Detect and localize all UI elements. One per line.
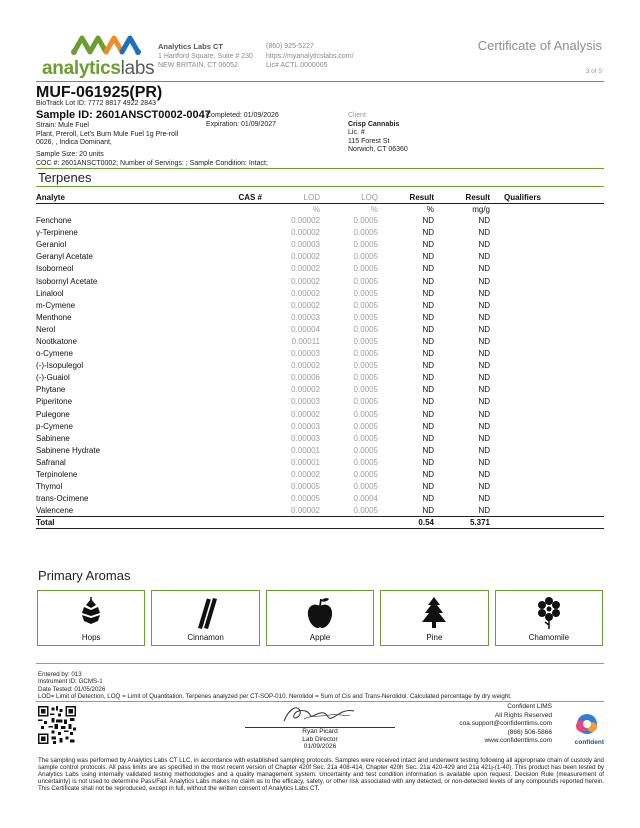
loq-cell: 0.0005 <box>353 385 378 395</box>
analyte-cell: (-)-Guaiol <box>36 373 70 383</box>
col-result-mg: Result <box>465 193 490 202</box>
result-mg-cell: ND <box>478 300 490 310</box>
result-mg-cell: ND <box>478 324 490 334</box>
result-pct-cell: ND <box>422 482 434 492</box>
table-row <box>36 251 604 263</box>
sample-size: Sample Size: 20 units <box>36 151 104 158</box>
expiration-date: Expiration: 01/09/2027 <box>206 120 277 128</box>
result-pct-cell: ND <box>422 349 434 359</box>
client-label: Client <box>348 112 366 119</box>
lod-cell: 0.00004 <box>291 324 320 334</box>
analyte-cell: Terpinolene <box>36 470 78 480</box>
lod-cell: 0.00003 <box>291 312 320 322</box>
cas-cell <box>186 251 262 263</box>
lod-cell: 0.00005 <box>291 482 320 492</box>
qualifier-cell <box>490 360 604 372</box>
lod-cell: 0.00003 <box>291 349 320 359</box>
table-row <box>36 215 604 227</box>
table-row <box>36 348 604 360</box>
analyte-cell: Thymol <box>36 482 63 492</box>
biotrack-lot-id: BioTrack Lot ID: 7772 8817 4922 2843 <box>36 100 156 107</box>
chamomile-icon <box>534 596 564 630</box>
table-row <box>36 384 604 396</box>
loq-cell: 0.0005 <box>353 397 378 407</box>
lod-cell: 0.00002 <box>291 276 320 286</box>
col-lod: LOD <box>303 193 320 202</box>
result-mg-cell: ND <box>478 240 490 250</box>
col-analyte: Analyte <box>36 193 65 202</box>
result-pct-cell: ND <box>422 385 434 395</box>
loq-cell: 0.0005 <box>353 470 378 480</box>
lod-cell: 0.00003 <box>291 240 320 250</box>
lod-cell: 0.00002 <box>291 288 320 298</box>
result-pct-cell: ND <box>422 276 434 286</box>
lims-email[interactable]: coa.support@confidentlims.com <box>459 720 552 728</box>
aroma-label: Cinnamon <box>187 633 224 642</box>
result-pct-cell: ND <box>422 421 434 431</box>
result-mg-cell: ND <box>478 312 490 322</box>
loq-cell: 0.0005 <box>353 300 378 310</box>
loq-cell: 0.0005 <box>353 252 378 262</box>
cas-cell <box>186 348 262 360</box>
hops-icon <box>76 596 106 628</box>
result-pct-cell: ND <box>422 240 434 250</box>
loq-cell: 0.0005 <box>353 216 378 226</box>
terpenes-divider <box>36 186 604 187</box>
loq-cell: 0.0005 <box>353 457 378 467</box>
signature-image <box>280 703 360 727</box>
loq-cell: 0.0005 <box>353 445 378 455</box>
result-mg-cell: ND <box>478 228 490 238</box>
lod-cell: 0.00002 <box>291 409 320 419</box>
lod-cell: 0.00005 <box>291 494 320 504</box>
qualifier-cell <box>490 335 604 347</box>
aromas-title: Primary Aromas <box>38 568 131 583</box>
result-mg-cell: ND <box>478 264 490 274</box>
cas-cell <box>186 215 262 227</box>
table-row <box>36 227 604 239</box>
table-row <box>36 396 604 408</box>
cas-cell <box>186 505 262 517</box>
lims-info <box>459 703 552 746</box>
aroma-cinnamon <box>151 590 259 646</box>
analyte-cell: Nerol <box>36 324 56 334</box>
lod-cell: 0.00002 <box>291 252 320 262</box>
analyte-cell: Sabinene Hydrate <box>36 445 101 455</box>
result-mg-cell: ND <box>478 494 490 504</box>
qualifier-cell <box>490 468 604 480</box>
lod-cell: 0.00006 <box>291 373 320 383</box>
table-row <box>36 372 604 384</box>
cas-cell <box>186 468 262 480</box>
lod-cell: 0.00002 <box>291 361 320 371</box>
result-pct-cell: ND <box>422 445 434 455</box>
table-row <box>36 420 604 432</box>
result-mg-cell: ND <box>478 361 490 371</box>
cinnamon-icon <box>191 596 221 630</box>
client-address1: 115 Forest St <box>348 137 390 145</box>
table-row <box>36 275 604 287</box>
sample-name: MUF-061925(PR) <box>36 84 163 101</box>
notes-divider <box>36 701 604 702</box>
sample-size-info <box>36 151 268 168</box>
lab-address-line2: NEW BRITAIN, CT 06052 <box>158 62 238 69</box>
terpenes-title: Terpenes <box>38 170 92 185</box>
loq-cell: 0.0004 <box>353 494 378 504</box>
col-qualifiers: Qualifiers <box>504 193 541 202</box>
result-pct-cell: ND <box>422 457 434 467</box>
signer-name: Ryan Picard <box>302 728 338 735</box>
analyte-cell: Geraniol <box>36 240 67 250</box>
lab-address-line1: 1 Hartford Square, Suite # 230 <box>158 52 253 60</box>
result-mg-cell: ND <box>478 433 490 443</box>
qualifier-cell <box>490 384 604 396</box>
result-pct-cell: ND <box>422 494 434 504</box>
lod-cell: 0.00002 <box>291 506 320 516</box>
lod-cell: 0.00003 <box>291 421 320 431</box>
cas-cell <box>186 456 262 468</box>
units-row: % % % mg/g <box>312 204 490 214</box>
client-license: Lic. # <box>348 129 365 136</box>
result-mg-cell: ND <box>478 349 490 359</box>
analyte-cell: Valencene <box>36 506 74 516</box>
cas-cell <box>186 275 262 287</box>
analyte-cell: Pulegone <box>36 409 70 419</box>
result-pct-cell: ND <box>422 252 434 262</box>
analyte-cell: Fenchone <box>36 216 72 226</box>
cas-cell <box>186 384 262 396</box>
result-pct-cell: ND <box>422 336 434 346</box>
analyte-cell: Isoborneol <box>36 264 74 274</box>
analyte-cell: γ-Terpinene <box>36 228 78 238</box>
lod-cell: 0.00001 <box>291 445 320 455</box>
cas-cell <box>186 396 262 408</box>
table-row <box>36 311 604 323</box>
lod-cell: 0.00002 <box>291 216 320 226</box>
lod-cell: 0.00002 <box>291 300 320 310</box>
aroma-label: Pine <box>426 633 443 642</box>
cas-cell <box>186 360 262 372</box>
table-row <box>36 432 604 444</box>
document-title: Certificate of Analysis <box>477 38 602 53</box>
analyte-cell: o-Cymene <box>36 349 73 359</box>
qualifier-cell <box>490 408 604 420</box>
result-pct-cell: ND <box>422 216 434 226</box>
loq-cell: 0.0005 <box>353 361 378 371</box>
qualifier-cell <box>490 396 604 408</box>
analyte-cell: (-)-Isopulegol <box>36 361 84 371</box>
table-row <box>36 299 604 311</box>
result-pct-cell: ND <box>422 312 434 322</box>
cas-cell <box>186 239 262 251</box>
aromas-list <box>37 590 603 646</box>
result-mg-cell: ND <box>478 288 490 298</box>
lab-info <box>158 42 253 71</box>
qualifier-cell <box>490 275 604 287</box>
aroma-label: Hops <box>81 633 101 642</box>
entered-by: Entered by: 013 <box>38 671 82 678</box>
analyte-cell: Isobornyl Acetate <box>36 276 98 286</box>
logo-wordmark: analyticslabs <box>42 58 155 79</box>
table-row <box>36 360 604 372</box>
total-row: Total 0.54 5.371 <box>36 517 604 529</box>
analyte-cell: Menthone <box>36 312 72 322</box>
footer-divider <box>36 663 604 664</box>
qualifier-cell <box>490 432 604 444</box>
result-mg-cell: ND <box>478 445 490 455</box>
result-pct-cell: ND <box>422 397 434 407</box>
qualifier-cell <box>490 444 604 456</box>
result-pct-cell: ND <box>422 288 434 298</box>
cas-cell <box>186 432 262 444</box>
table-row <box>36 468 604 480</box>
date-tested: Date Tested: 01/05/2026 <box>38 685 106 693</box>
cas-cell <box>186 311 262 323</box>
result-pct-cell: ND <box>422 300 434 310</box>
qr-code-icon[interactable] <box>38 706 76 744</box>
apple-icon <box>305 596 335 630</box>
loq-cell: 0.0005 <box>353 336 378 346</box>
lod-cell: 0.00002 <box>291 470 320 480</box>
analyte-cell: p-Cymene <box>36 421 73 431</box>
col-cas: CAS # <box>238 193 262 202</box>
result-pct-cell: ND <box>422 361 434 371</box>
client-address2: Norwich, CT 06360 <box>348 146 408 153</box>
qualifier-cell <box>490 311 604 323</box>
confident-wordmark: confident <box>574 739 604 746</box>
col-result-pct: Result <box>409 193 434 202</box>
sample-id: Sample ID: 2601ANSCT0002-0047 <box>36 109 211 121</box>
signer-info <box>270 728 370 751</box>
cas-cell <box>186 493 262 505</box>
lims-website[interactable]: www.confidentlims.com <box>484 737 552 745</box>
lims-phone: (866) 506-5866 <box>507 728 552 736</box>
loq-cell: 0.0005 <box>353 506 378 516</box>
result-mg-cell: ND <box>478 373 490 383</box>
cas-cell <box>186 287 262 299</box>
qualifier-cell <box>490 323 604 335</box>
qualifier-cell <box>490 420 604 432</box>
qualifier-cell <box>490 348 604 360</box>
logo-mark-icon <box>70 30 150 56</box>
loq-cell: 0.0005 <box>353 276 378 286</box>
coc-info: COC #: 2601ANSCT0002; Number of Servings: ; Sample Condition: Intact; <box>36 159 268 167</box>
qualifier-cell <box>490 505 604 517</box>
analyte-cell: Linalool <box>36 288 64 298</box>
lod-cell: 0.00001 <box>291 457 320 467</box>
result-mg-cell: ND <box>478 457 490 467</box>
analyte-cell: Nootkatone <box>36 336 77 346</box>
strain-info <box>36 122 206 148</box>
cas-cell <box>186 299 262 311</box>
aroma-pine <box>380 590 488 646</box>
loq-cell: 0.0005 <box>353 228 378 238</box>
analytics-labs-logo <box>42 30 154 80</box>
col-loq: LOQ <box>361 193 378 202</box>
table-header-row <box>36 192 604 204</box>
result-mg-cell: ND <box>478 409 490 419</box>
sample-divider <box>36 168 604 169</box>
result-mg-cell: ND <box>478 385 490 395</box>
client-name: Crisp Cannabis <box>348 120 400 128</box>
lab-license: Lic# ACTL.0000005 <box>266 62 328 69</box>
result-mg-cell: ND <box>478 252 490 262</box>
loq-cell: 0.0005 <box>353 288 378 298</box>
cas-cell <box>186 263 262 275</box>
loq-cell: 0.0005 <box>353 421 378 431</box>
table-row <box>36 505 604 517</box>
loq-cell: 0.0005 <box>353 324 378 334</box>
result-pct-cell: ND <box>422 506 434 516</box>
qualifier-cell <box>490 481 604 493</box>
lab-contact <box>266 42 354 71</box>
page-number: 3 of 5 <box>585 68 602 75</box>
lims-name: Confident LIMS <box>507 703 552 710</box>
cas-cell <box>186 335 262 347</box>
test-notes: LOD= Limit of Detection, LOQ = Limit of Quantitation. Terpenes analyzed per CT-SOP-010. Nerolidol = Sum of Cis and Trans-Nerolidol. Calculated percentage by dry weight. <box>38 693 512 701</box>
table-row <box>36 444 604 456</box>
loq-cell: 0.0005 <box>353 433 378 443</box>
result-mg-cell: ND <box>478 421 490 431</box>
result-pct-cell: ND <box>422 409 434 419</box>
qualifier-cell <box>490 372 604 384</box>
analyte-cell: Phytane <box>36 385 66 395</box>
lab-phone: (860) 925-5227 <box>266 43 314 50</box>
analyte-cell: Geranyl Acetate <box>36 252 93 262</box>
aroma-label: Chamomile <box>528 633 570 642</box>
signed-date: 01/09/2026 <box>303 743 337 751</box>
lod-cell: 0.00003 <box>291 397 320 407</box>
result-mg-cell: ND <box>478 397 490 407</box>
result-pct-cell: ND <box>422 433 434 443</box>
qualifier-cell <box>490 263 604 275</box>
lab-name: Analytics Labs CT <box>158 42 224 51</box>
qualifier-cell <box>490 287 604 299</box>
analyte-cell: Safranal <box>36 457 66 467</box>
analyte-cell: m-Cymene <box>36 300 76 310</box>
completed-date: Completed: 01/09/2026 <box>206 112 279 119</box>
cas-cell <box>186 372 262 384</box>
lod-cell: 0.00002 <box>291 385 320 395</box>
cas-cell <box>186 481 262 493</box>
cas-cell <box>186 227 262 239</box>
result-pct-cell: ND <box>422 264 434 274</box>
lod-cell: 0.00011 <box>291 336 320 346</box>
analyte-cell: Piperitone <box>36 397 73 407</box>
product-type: Plant, Preroll, Let's Burn Mule Fuel 1g Pre-roll <box>36 130 179 138</box>
test-info <box>38 671 512 701</box>
analyte-cell: trans-Ocimene <box>36 494 89 504</box>
signer-title: Lab Director <box>302 735 338 743</box>
pine-icon <box>419 596 449 630</box>
terpenes-table <box>36 192 604 529</box>
loq-cell: 0.0005 <box>353 312 378 322</box>
qualifier-cell <box>490 493 604 505</box>
loq-cell: 0.0005 <box>353 373 378 383</box>
result-mg-cell: ND <box>478 470 490 480</box>
result-pct-cell: ND <box>422 228 434 238</box>
aroma-hops <box>37 590 145 646</box>
qualifier-cell <box>490 299 604 311</box>
dates <box>206 112 279 129</box>
analyte-cell: Sabinene <box>36 433 70 443</box>
table-row <box>36 456 604 468</box>
lims-rights: All Rights Reserved <box>494 711 552 719</box>
strain: Strain: Mule Fuel <box>36 122 89 129</box>
table-row <box>36 335 604 347</box>
instrument-id: Instrument ID: GCMS-1 <box>38 678 103 686</box>
aroma-chamomile <box>495 590 603 646</box>
result-mg-cell: ND <box>478 336 490 346</box>
cas-cell <box>186 444 262 456</box>
disclaimer: The sampling was performed by Analytics Labs CT LLC, in accordance with established sampling protocols. Samples were received intact and underwent testing following all appropriate chain of custody and sample control protocols. All pass limits are as specified in the most recent version of Chapter 420f Sec. 21a 408-414, Chapter 420h Sec. 21a 420-429 and 21a 421j-(1-40). This product has been tested by Analytics Labs using internally validated testing methodologies and a quality management system. Uncertainty and test condition information is available upon request. Decision Rule (measurement of uncertainty) is not used to determine Pass/Fail. Analytics Labs makes no claim as to the efficacy, safety, or other risk associated with any detected, or non-detected levels of any compounds reported herein. This Certificate shall not be reproduced, except in full, without the written consent of Analytics Labs CT. <box>38 757 604 792</box>
cas-cell <box>186 420 262 432</box>
cas-cell <box>186 323 262 335</box>
table-row <box>36 239 604 251</box>
qualifier-cell <box>490 239 604 251</box>
loq-cell: 0.0005 <box>353 482 378 492</box>
aroma-apple <box>266 590 374 646</box>
table-row <box>36 263 604 275</box>
qualifier-cell <box>490 251 604 263</box>
table-row <box>36 287 604 299</box>
result-mg-cell: ND <box>478 276 490 286</box>
header-divider <box>36 81 604 82</box>
lod-cell: 0.00003 <box>291 433 320 443</box>
loq-cell: 0.0005 <box>353 349 378 359</box>
qualifier-cell <box>490 227 604 239</box>
loq-cell: 0.0005 <box>353 264 378 274</box>
product-details: 0026, , Indica Dominant, <box>36 139 112 146</box>
qualifier-cell <box>490 456 604 468</box>
report-header <box>36 30 604 80</box>
lod-cell: 0.00002 <box>291 228 320 238</box>
loq-cell: 0.0005 <box>353 240 378 250</box>
table-row <box>36 493 604 505</box>
loq-cell: 0.0005 <box>353 409 378 419</box>
result-mg-cell: ND <box>478 482 490 492</box>
result-pct-cell: ND <box>422 373 434 383</box>
result-mg-cell: ND <box>478 216 490 226</box>
aroma-label: Apple <box>309 633 331 642</box>
table-row <box>36 323 604 335</box>
result-pct-cell: ND <box>422 470 434 480</box>
client-info <box>348 112 408 155</box>
cas-cell <box>186 408 262 420</box>
qualifier-cell <box>490 215 604 227</box>
lod-cell: 0.00002 <box>291 264 320 274</box>
result-mg-cell: ND <box>478 506 490 516</box>
table-row <box>36 481 604 493</box>
table-row <box>36 408 604 420</box>
lab-website[interactable]: https://myanalyticslabs.com/ <box>266 52 354 60</box>
result-pct-cell: ND <box>422 324 434 334</box>
